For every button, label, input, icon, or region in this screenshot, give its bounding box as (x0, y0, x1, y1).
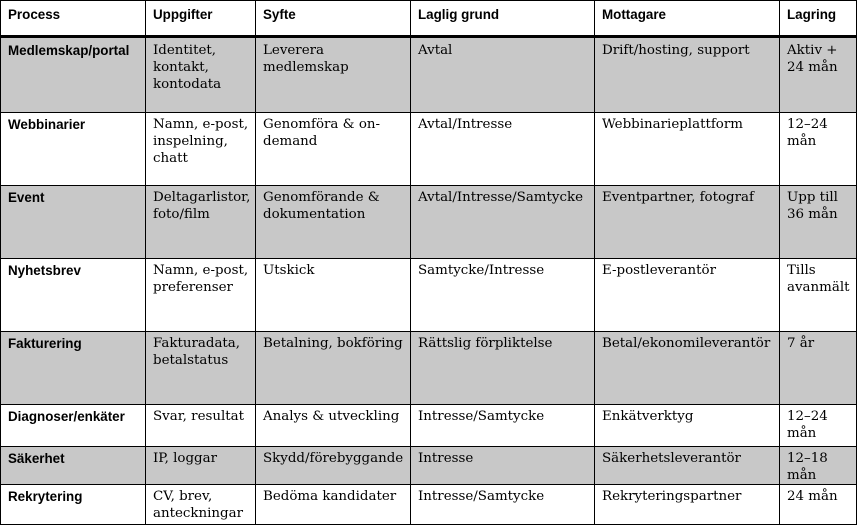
header-uppgifter: Uppgifter (146, 1, 256, 37)
cell-mottagare: Betal/ekonomileverantör (595, 332, 780, 405)
cell-grund: Avtal/Intresse/Samtycke (411, 186, 595, 259)
cell-process: Säkerhet (1, 447, 146, 485)
cell-lagring: Tills avanmält (780, 259, 857, 332)
cell-lagring: 24 mån (780, 485, 857, 525)
cell-lagring: 12–18 mån (780, 447, 857, 485)
cell-lagring: Upp till 36 mån (780, 186, 857, 259)
cell-grund: Intresse/Samtycke (411, 485, 595, 525)
table-row (1, 405, 857, 447)
cell-uppgifter: Fakturadata, betalstatus (146, 332, 256, 405)
cell-grund: Intresse (411, 447, 595, 485)
cell-lagring: 12–24 mån (780, 405, 857, 447)
cell-uppgifter: Namn, e-post, preferenser (146, 259, 256, 332)
cell-mottagare: Rekryteringspartner (595, 485, 780, 525)
cell-process: Nyhetsbrev (1, 259, 146, 332)
cell-mottagare: Enkätverktyg (595, 405, 780, 447)
cell-uppgifter: Identitet, kontakt, kontodata (146, 37, 256, 113)
table-row (1, 447, 857, 485)
cell-process: Medlemskap/portal (1, 37, 146, 113)
cell-grund: Rättslig förpliktelse (411, 332, 595, 405)
cell-syfte: Utskick (256, 259, 411, 332)
cell-process: Fakturering (1, 332, 146, 405)
cell-process: Rekrytering (1, 485, 146, 525)
cell-lagring: 12–24 mån (780, 113, 857, 186)
cell-grund: Avtal/Intresse (411, 113, 595, 186)
cell-uppgifter: IP, loggar (146, 447, 256, 485)
cell-syfte: Skydd/förebyggande (256, 447, 411, 485)
cell-uppgifter: Namn, e-post, inspelning, chatt (146, 113, 256, 186)
header-process: Process (1, 1, 146, 37)
cell-lagring: 7 år (780, 332, 857, 405)
cell-mottagare: Eventpartner, fotograf (595, 186, 780, 259)
table-row (1, 259, 857, 332)
table-row (1, 332, 857, 405)
cell-syfte: Analys & utveckling (256, 405, 411, 447)
header-mottagare: Mottagare (595, 1, 780, 37)
header-laglig-grund: Laglig grund (411, 1, 595, 37)
table-row (1, 186, 857, 259)
cell-grund: Samtycke/Intresse (411, 259, 595, 332)
table-row (1, 37, 857, 113)
cell-syfte: Betalning, bokföring (256, 332, 411, 405)
cell-syfte: Genomförande & dokumentation (256, 186, 411, 259)
cell-uppgifter: Svar, resultat (146, 405, 256, 447)
cell-process: Diagnoser/enkäter (1, 405, 146, 447)
cell-lagring: Aktiv + 24 mån (780, 37, 857, 113)
table-row (1, 113, 857, 186)
header-lagring: Lagring (780, 1, 857, 37)
cell-mottagare: Säkerhetsleverantör (595, 447, 780, 485)
cell-grund: Avtal (411, 37, 595, 113)
cell-process: Webbinarier (1, 113, 146, 186)
cell-mottagare: Webbinarieplattform (595, 113, 780, 186)
cell-uppgifter: Deltagarlistor, foto/film (146, 186, 256, 259)
header-row (1, 1, 857, 37)
cell-process: Event (1, 186, 146, 259)
cell-syfte: Bedöma kandidater (256, 485, 411, 525)
header-syfte: Syfte (256, 1, 411, 37)
cell-syfte: Leverera medlemskap (256, 37, 411, 113)
cell-grund: Intresse/Samtycke (411, 405, 595, 447)
cell-mottagare: E-postleverantör (595, 259, 780, 332)
cell-uppgifter: CV, brev, anteckningar (146, 485, 256, 525)
cell-syfte: Genomföra & on-demand (256, 113, 411, 186)
table-row (1, 485, 857, 525)
cell-mottagare: Drift/hosting, support (595, 37, 780, 113)
